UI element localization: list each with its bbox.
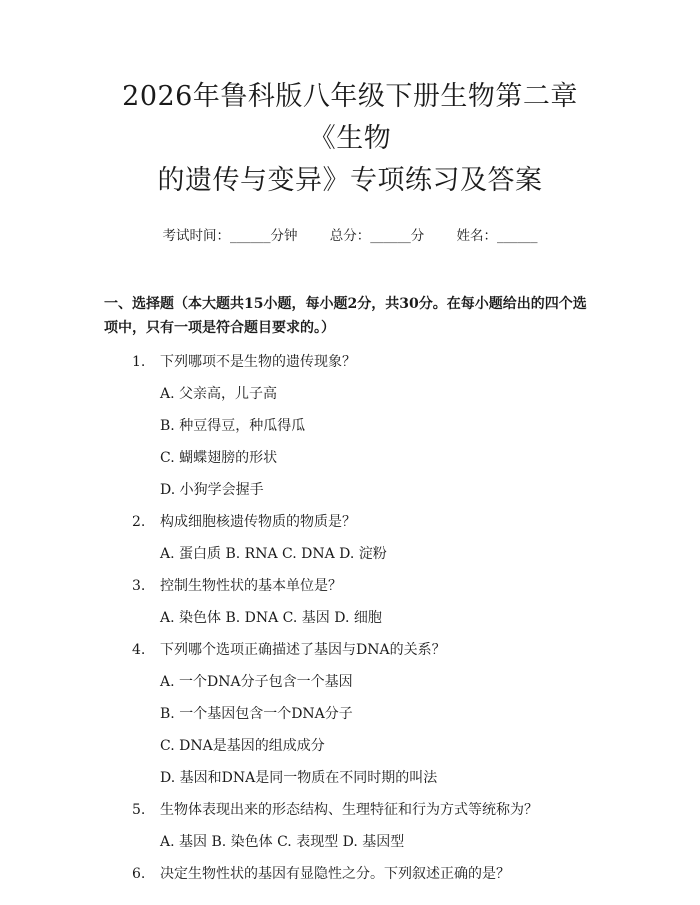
question-4 — [132, 640, 596, 660]
question-number: 6. — [132, 866, 146, 882]
question-text: 生物体表现出来的形态结构、生理特征和行为方式等统称为？ — [160, 802, 538, 818]
option-item: A. 蛋白质 B. RNA C. DNA D. 淀粉 — [160, 546, 387, 562]
option-item: C. DNA是基因的组成成分 — [160, 738, 325, 754]
document-title — [104, 0, 596, 202]
option-item: B. 一个基因包含一个DNA分子 — [160, 706, 353, 722]
title-line-1: 2026年鲁科版八年级下册生物第二章《生物 — [122, 81, 578, 154]
exam-time-field: 考试时间：______分钟 — [162, 228, 298, 244]
option-item: D. 小狗学会握手 — [160, 482, 264, 498]
question-number: 2. — [132, 514, 146, 530]
question-text: 下列哪项不是生物的遗传现象？ — [160, 354, 356, 370]
option-item: A. 染色体 B. DNA C. 基因 D. 细胞 — [160, 610, 382, 626]
option-item: C. 蝴蝶翅膀的形状 — [160, 450, 278, 466]
question-text: 下列哪个选项正确描述了基因与DNA的关系？ — [160, 642, 446, 658]
question-text: 构成细胞核遗传物质的物质是？ — [160, 514, 356, 530]
option-item: A. 一个DNA分子包含一个基因 — [160, 674, 353, 690]
question-1 — [132, 352, 596, 372]
total-score-field: 总分：______分 — [329, 228, 425, 244]
question-5 — [132, 800, 596, 820]
question-number: 3. — [132, 578, 146, 594]
exam-info — [104, 226, 596, 246]
student-name-field: 姓名：______ — [456, 228, 538, 244]
option-item: B. 种豆得豆，种瓜得瓜 — [160, 418, 306, 434]
question-3 — [132, 576, 596, 596]
section-heading: 一、选择题（本大题共15小题，每小题2分，共30分。在每小题给出的四个选项中，只有一项是符合题目要求的。） — [104, 296, 587, 336]
question-number: 5. — [132, 802, 146, 818]
option-item: A. 父亲高，儿子高 — [160, 386, 278, 402]
question-6 — [132, 864, 596, 884]
question-list — [104, 352, 596, 884]
question-text: 决定生物性状的基因有显隐性之分。下列叙述正确的是？ — [160, 866, 510, 882]
question-number: 1. — [132, 354, 146, 370]
option-item: D. 基因和DNA是同一物质在不同时期的叫法 — [160, 770, 438, 786]
question-number: 4. — [132, 642, 146, 658]
question-2 — [132, 512, 596, 532]
option-item: A. 基因 B. 染色体 C. 表现型 D. 基因型 — [160, 834, 405, 850]
question-text: 控制生物性状的基本单位是？ — [160, 578, 342, 594]
title-line-2: 的遗传与变异》专项练习及答案 — [157, 165, 543, 196]
